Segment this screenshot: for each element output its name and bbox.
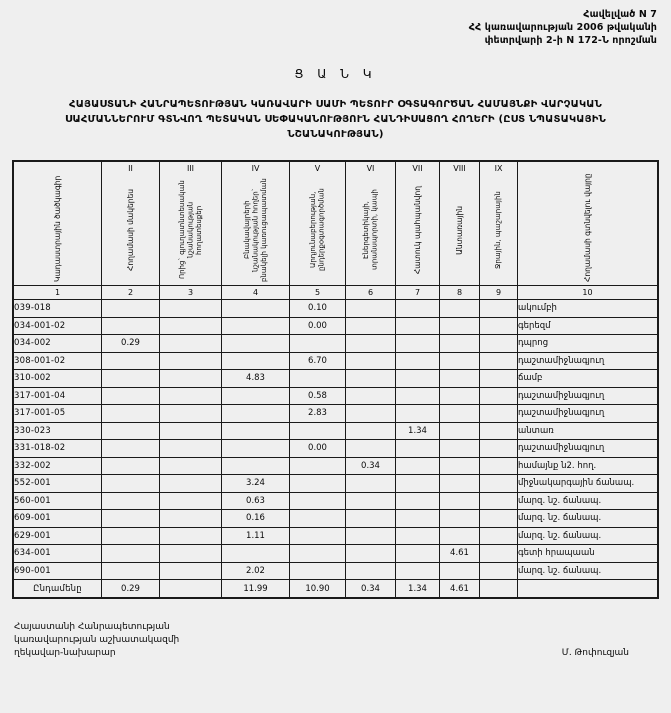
cell-area bbox=[102, 317, 160, 335]
land-registry-table bbox=[12, 160, 659, 599]
cell-energy bbox=[346, 527, 396, 545]
colnum-6: 6 bbox=[346, 286, 396, 300]
roman-cell-5: V bbox=[290, 162, 346, 176]
column-header-settlement bbox=[222, 175, 290, 286]
cell-water bbox=[480, 492, 518, 510]
cell-location: դաշտամիջնագյուղ bbox=[518, 440, 658, 458]
column-header-location bbox=[518, 175, 658, 286]
cell-area bbox=[102, 422, 160, 440]
cell-settlement: 4.83 bbox=[222, 370, 290, 388]
cell-location: գերեզմ bbox=[518, 317, 658, 335]
colnum-2: 2 bbox=[102, 286, 160, 300]
cell-settlement: 3.24 bbox=[222, 475, 290, 493]
column-header-protected bbox=[396, 175, 440, 286]
cell-agricultural bbox=[160, 527, 222, 545]
cell-protected bbox=[396, 370, 440, 388]
cell-forest bbox=[440, 457, 480, 475]
cell-settlement bbox=[222, 335, 290, 353]
cell-water bbox=[480, 457, 518, 475]
cell-water bbox=[480, 370, 518, 388]
column-header-label: Բնակավայրերի նշանակության հողեր` բնակելի կառուցապատման bbox=[242, 178, 268, 282]
table-row bbox=[14, 440, 658, 458]
column-header-label: Որից` գյուղատնտեսական նշանակության հողատեսքեր bbox=[177, 180, 203, 280]
cell-code: 034-002 bbox=[14, 335, 102, 353]
column-header-industrial bbox=[290, 175, 346, 286]
cell-energy bbox=[346, 545, 396, 563]
total-location bbox=[518, 580, 658, 598]
cell-forest bbox=[440, 352, 480, 370]
cell-protected: 1.34 bbox=[396, 422, 440, 440]
cell-area bbox=[102, 387, 160, 405]
roman-cell-7: VII bbox=[396, 162, 440, 176]
cell-energy bbox=[346, 440, 396, 458]
cell-code: 609-001 bbox=[14, 510, 102, 528]
cell-water bbox=[480, 422, 518, 440]
column-header-label: Արդյունաբերության, ընդերքօգտագործման bbox=[309, 188, 326, 272]
cell-forest bbox=[440, 475, 480, 493]
cell-protected bbox=[396, 317, 440, 335]
table-row bbox=[14, 387, 658, 405]
cell-water bbox=[480, 562, 518, 580]
cell-settlement: 2.02 bbox=[222, 562, 290, 580]
cell-agricultural bbox=[160, 422, 222, 440]
cell-location: մարզ. նշ. ճանապ. bbox=[518, 510, 658, 528]
cell-location: համայնք ն2. հող. bbox=[518, 457, 658, 475]
table-column-number-row bbox=[14, 286, 658, 300]
cell-settlement bbox=[222, 317, 290, 335]
cell-area bbox=[102, 457, 160, 475]
colnum-9: 9 bbox=[480, 286, 518, 300]
column-header-label: Կադաստրային ծածկագիր bbox=[53, 175, 62, 282]
cell-energy bbox=[346, 492, 396, 510]
cell-industrial: 2.83 bbox=[290, 405, 346, 423]
cell-forest bbox=[440, 562, 480, 580]
cell-location: ճամբ bbox=[518, 370, 658, 388]
total-settlement: 11.99 bbox=[222, 580, 290, 598]
cell-water bbox=[480, 475, 518, 493]
footer-signatory-block bbox=[14, 621, 179, 660]
colnum-5: 5 bbox=[290, 286, 346, 300]
cell-area bbox=[102, 405, 160, 423]
roman-cell-3: III bbox=[160, 162, 222, 176]
total-label: Ընդամենը bbox=[14, 580, 102, 598]
cell-water bbox=[480, 440, 518, 458]
cell-energy bbox=[346, 475, 396, 493]
cell-forest bbox=[440, 317, 480, 335]
page-title: Ց Ա Ն Կ bbox=[294, 67, 377, 81]
table-row bbox=[14, 352, 658, 370]
header-line-1: Հավելված N 7 bbox=[583, 9, 657, 20]
cell-forest bbox=[440, 527, 480, 545]
cell-code: 317-001-05 bbox=[14, 405, 102, 423]
footer-line-3: ղեկավար-նախարար bbox=[14, 648, 116, 658]
cell-industrial bbox=[290, 457, 346, 475]
cell-industrial bbox=[290, 527, 346, 545]
cell-agricultural bbox=[160, 492, 222, 510]
cell-water bbox=[480, 405, 518, 423]
cell-energy bbox=[346, 370, 396, 388]
cell-forest bbox=[440, 405, 480, 423]
cell-code: 690-001 bbox=[14, 562, 102, 580]
cell-settlement bbox=[222, 422, 290, 440]
column-header-energy-transport bbox=[346, 175, 396, 286]
cell-code: 034-001-02 bbox=[14, 317, 102, 335]
column-header-label: Էներգետիկայի, տրանսպորտի, կապի bbox=[362, 189, 379, 271]
table-row bbox=[14, 492, 658, 510]
table-roman-row bbox=[14, 162, 658, 176]
cell-location: մարզ. նշ. ճանապ. bbox=[518, 562, 658, 580]
colnum-3: 3 bbox=[160, 286, 222, 300]
table-total-row bbox=[14, 580, 658, 598]
cell-protected bbox=[396, 335, 440, 353]
cell-water bbox=[480, 545, 518, 563]
roman-cell-4: IV bbox=[222, 162, 290, 176]
cell-agricultural bbox=[160, 317, 222, 335]
cell-agricultural bbox=[160, 352, 222, 370]
cell-settlement bbox=[222, 457, 290, 475]
table-row bbox=[14, 457, 658, 475]
colnum-7: 7 bbox=[396, 286, 440, 300]
cell-code: 332-002 bbox=[14, 457, 102, 475]
table-row bbox=[14, 562, 658, 580]
cell-protected bbox=[396, 457, 440, 475]
column-header-area bbox=[102, 175, 160, 286]
cell-location: դաշտամիջնագյուղ bbox=[518, 387, 658, 405]
roman-cell-6: VI bbox=[346, 162, 396, 176]
table-row bbox=[14, 545, 658, 563]
total-area: 0.29 bbox=[102, 580, 160, 598]
cell-code: 039-018 bbox=[14, 300, 102, 318]
column-header-label: Հատուկ պահպանվող bbox=[413, 185, 422, 275]
total-water bbox=[480, 580, 518, 598]
cell-location: դպրոց bbox=[518, 335, 658, 353]
table-row bbox=[14, 405, 658, 423]
cell-location: դաշտամիջնագյուղ bbox=[518, 405, 658, 423]
cell-forest: 4.61 bbox=[440, 545, 480, 563]
cell-settlement bbox=[222, 545, 290, 563]
cell-protected bbox=[396, 510, 440, 528]
table-header-row bbox=[14, 175, 658, 286]
cell-energy bbox=[346, 335, 396, 353]
cell-forest bbox=[440, 370, 480, 388]
table-row bbox=[14, 527, 658, 545]
cell-protected bbox=[396, 405, 440, 423]
cell-area bbox=[102, 370, 160, 388]
cell-industrial bbox=[290, 370, 346, 388]
cell-settlement bbox=[222, 405, 290, 423]
colnum-10: 10 bbox=[518, 286, 658, 300]
cell-agricultural bbox=[160, 405, 222, 423]
cell-industrial bbox=[290, 422, 346, 440]
cell-energy bbox=[346, 562, 396, 580]
cell-code: 629-001 bbox=[14, 527, 102, 545]
cell-forest bbox=[440, 335, 480, 353]
total-energy: 0.34 bbox=[346, 580, 396, 598]
cell-area bbox=[102, 527, 160, 545]
cell-protected bbox=[396, 545, 440, 563]
footer-signature-name: Մ. Թոփուզյան bbox=[561, 648, 629, 658]
cell-protected bbox=[396, 352, 440, 370]
cell-industrial bbox=[290, 335, 346, 353]
cell-settlement bbox=[222, 440, 290, 458]
footer-line-2: կառավարության աշխատակազմի bbox=[14, 635, 180, 645]
roman-cell-2: II bbox=[102, 162, 160, 176]
total-industrial: 10.90 bbox=[290, 580, 346, 598]
cell-water bbox=[480, 527, 518, 545]
cell-location: միջնակարգային ճանապ. bbox=[518, 475, 658, 493]
table-row bbox=[14, 300, 658, 318]
cell-code: 634-001 bbox=[14, 545, 102, 563]
cell-forest bbox=[440, 510, 480, 528]
cell-energy bbox=[346, 422, 396, 440]
cell-location: անտառ bbox=[518, 422, 658, 440]
cell-agricultural bbox=[160, 387, 222, 405]
cell-area bbox=[102, 545, 160, 563]
cell-code: 331-018-02 bbox=[14, 440, 102, 458]
cell-protected bbox=[396, 440, 440, 458]
cell-industrial: 6.70 bbox=[290, 352, 346, 370]
cell-industrial: 0.00 bbox=[290, 317, 346, 335]
cell-agricultural bbox=[160, 475, 222, 493]
cell-forest bbox=[440, 440, 480, 458]
cell-energy bbox=[346, 352, 396, 370]
cell-settlement: 0.16 bbox=[222, 510, 290, 528]
cell-code: 330-023 bbox=[14, 422, 102, 440]
header-line-2: ՀՀ կառավարության 2006 թվականի bbox=[468, 22, 657, 33]
cell-location: գետի հրապաան bbox=[518, 545, 658, 563]
colnum-1: 1 bbox=[14, 286, 102, 300]
cell-water bbox=[480, 352, 518, 370]
cell-location: դաշտամիջնագյուղ bbox=[518, 352, 658, 370]
cell-protected bbox=[396, 562, 440, 580]
cell-location: ակումբի bbox=[518, 300, 658, 318]
table-row bbox=[14, 510, 658, 528]
colnum-4: 4 bbox=[222, 286, 290, 300]
cell-area bbox=[102, 562, 160, 580]
cell-area bbox=[102, 510, 160, 528]
cell-settlement bbox=[222, 387, 290, 405]
cell-industrial: 0.10 bbox=[290, 300, 346, 318]
cell-energy bbox=[346, 300, 396, 318]
table-row bbox=[14, 475, 658, 493]
cell-agricultural bbox=[160, 370, 222, 388]
cell-industrial: 0.00 bbox=[290, 440, 346, 458]
cell-settlement: 1.11 bbox=[222, 527, 290, 545]
cell-agricultural bbox=[160, 440, 222, 458]
document-footer bbox=[14, 621, 657, 660]
colnum-8: 8 bbox=[440, 286, 480, 300]
cell-location: մարզ. նշ. ճանապ. bbox=[518, 527, 658, 545]
cell-protected bbox=[396, 492, 440, 510]
cell-area bbox=[102, 492, 160, 510]
table-row bbox=[14, 422, 658, 440]
roman-cell-9: IX bbox=[480, 162, 518, 176]
cell-energy bbox=[346, 387, 396, 405]
total-agricultural bbox=[160, 580, 222, 598]
document-subtitle: ՀԱՅԱՍՏԱՆԻ ՀԱՆՐԱՊԵՏՈՒԹՅԱՆ ԿԱՌԱՎԱՐԻ ՍԱՄԻ ՊԵՏՈՒՐ ՕԳՏԱԳՈՐԾԱՆ ՀԱՄԱՅՆՔԻ ՎԱՐՉԱԿԱՆ ՍԱՀՄԱՆՆԵՐՈՒՄ ԳՏՆՎՈՂ ՊԵՏԱԿԱՆ ՍԵՓԱԿԱՆՈՒԹՅՈՒՆ ՀԱՆԴԻՍԱՑՈՂ ՀՈՂԵՐԻ (ԸՍՏ ՆՊԱՏԱԿԱՅԻՆ ՆՇԱՆԱԿՈՒԹՅԱՆ) bbox=[65, 99, 606, 140]
cell-location: մարզ. նշ. ճանապ. bbox=[518, 492, 658, 510]
cell-agricultural bbox=[160, 300, 222, 318]
roman-cell-8: VIII bbox=[440, 162, 480, 176]
column-header-label: Անտառային bbox=[455, 205, 464, 255]
cell-code: 317-001-04 bbox=[14, 387, 102, 405]
total-forest: 4.61 bbox=[440, 580, 480, 598]
cell-water bbox=[480, 510, 518, 528]
cell-industrial: 0.58 bbox=[290, 387, 346, 405]
column-header-agricultural bbox=[160, 175, 222, 286]
cell-agricultural bbox=[160, 562, 222, 580]
cell-forest bbox=[440, 422, 480, 440]
column-header-label: Հողամասի մակերես bbox=[126, 189, 135, 271]
cell-agricultural bbox=[160, 457, 222, 475]
table-row bbox=[14, 317, 658, 335]
cell-water bbox=[480, 387, 518, 405]
cell-water bbox=[480, 317, 518, 335]
cell-protected bbox=[396, 300, 440, 318]
column-header-cadastral-code bbox=[14, 175, 102, 286]
cell-agricultural bbox=[160, 335, 222, 353]
total-protected: 1.34 bbox=[396, 580, 440, 598]
cell-energy bbox=[346, 317, 396, 335]
header-line-3: փետրվարի 2-ի N 172-Ն որոշման bbox=[484, 35, 657, 46]
cell-agricultural bbox=[160, 545, 222, 563]
cell-industrial bbox=[290, 510, 346, 528]
cell-area bbox=[102, 300, 160, 318]
column-header-water-reserve bbox=[480, 175, 518, 286]
cell-water bbox=[480, 335, 518, 353]
cell-area bbox=[102, 352, 160, 370]
cell-area: 0.29 bbox=[102, 335, 160, 353]
cell-code: 552-001 bbox=[14, 475, 102, 493]
column-header-label: Հողամասի գտնվելու վայրը bbox=[583, 173, 592, 282]
cell-area bbox=[102, 440, 160, 458]
cell-code: 560-001 bbox=[14, 492, 102, 510]
cell-settlement bbox=[222, 352, 290, 370]
table-row bbox=[14, 335, 658, 353]
cell-area bbox=[102, 475, 160, 493]
cell-protected bbox=[396, 527, 440, 545]
cell-protected bbox=[396, 387, 440, 405]
cell-code: 310-002 bbox=[14, 370, 102, 388]
column-header-forest bbox=[440, 175, 480, 286]
column-header-label: Ջրային, պաշարային bbox=[494, 191, 503, 269]
cell-protected bbox=[396, 475, 440, 493]
cell-forest bbox=[440, 492, 480, 510]
cell-settlement: 0.63 bbox=[222, 492, 290, 510]
cell-industrial bbox=[290, 492, 346, 510]
table-row bbox=[14, 370, 658, 388]
cell-agricultural bbox=[160, 510, 222, 528]
cell-industrial bbox=[290, 475, 346, 493]
cell-forest bbox=[440, 387, 480, 405]
cell-settlement bbox=[222, 300, 290, 318]
cell-water bbox=[480, 300, 518, 318]
cell-energy bbox=[346, 510, 396, 528]
footer-line-1: Հայաստանի Հանրապետության bbox=[14, 622, 170, 632]
cell-industrial bbox=[290, 545, 346, 563]
cell-energy bbox=[346, 405, 396, 423]
cell-code: 308-001-02 bbox=[14, 352, 102, 370]
cell-energy: 0.34 bbox=[346, 457, 396, 475]
cell-forest bbox=[440, 300, 480, 318]
document-header bbox=[0, 0, 671, 47]
cell-industrial bbox=[290, 562, 346, 580]
roman-cell-1 bbox=[14, 162, 102, 176]
